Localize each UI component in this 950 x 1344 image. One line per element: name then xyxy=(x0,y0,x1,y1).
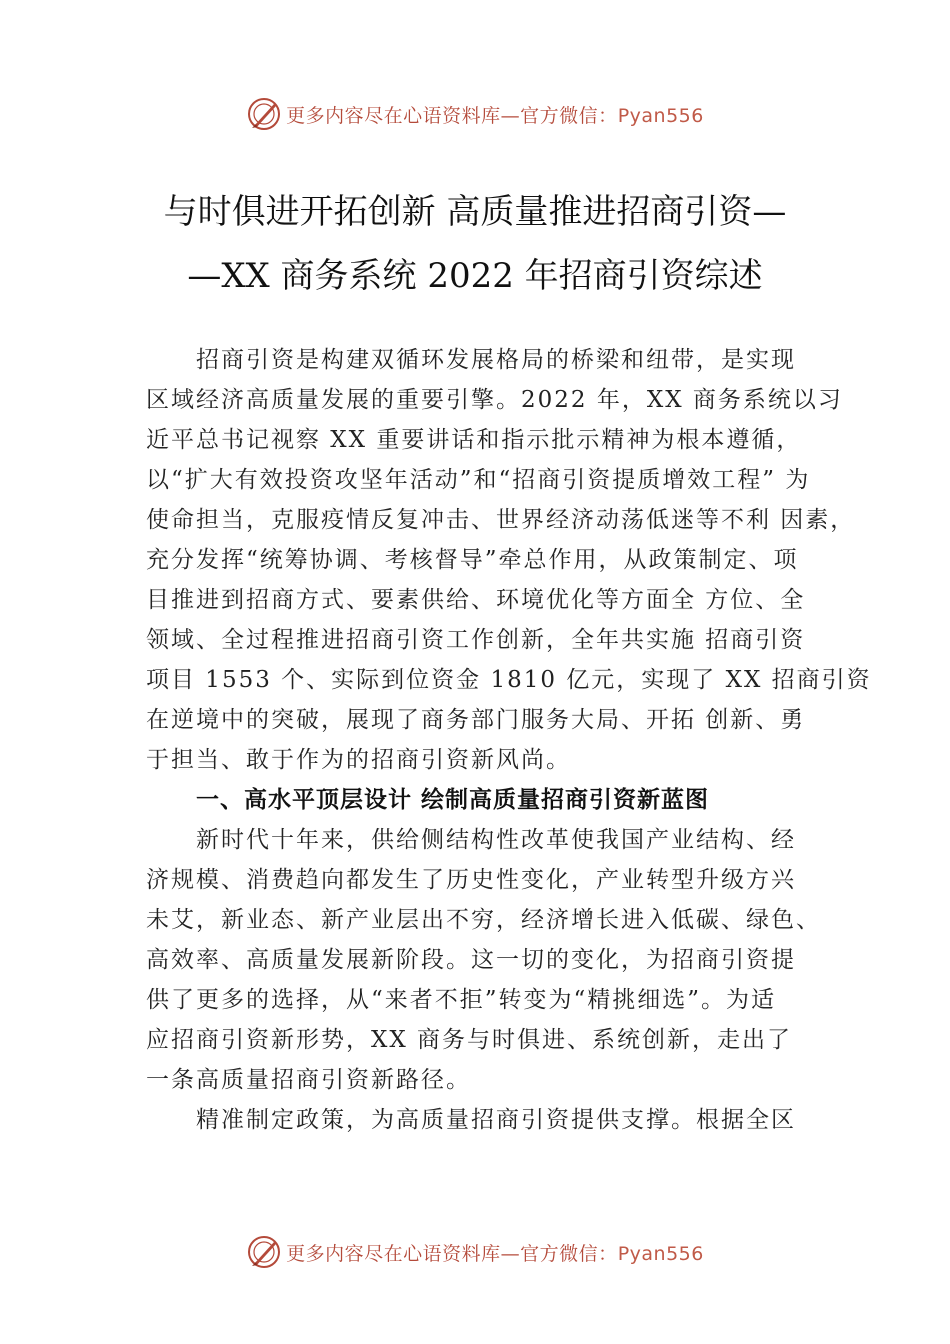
paragraph-line: 招商引资是构建双循环发展格局的桥梁和纽带，是实现 xyxy=(196,347,796,373)
watermark-text xyxy=(286,1239,704,1266)
paragraph-line: 充分发挥“统筹协调、考核督导”牵总作用，从政策制定、项 xyxy=(146,547,799,573)
paragraph-line: 领域、全过程推进招商引资工作创新，全年共实施 招商引资 xyxy=(146,627,806,653)
paragraph-line: 目推进到招商方式、要素供给、环境优化等方面全 方位、全 xyxy=(146,587,806,613)
watermark-wechat-label: 官方微信： xyxy=(520,1242,618,1265)
paragraph-line: 以“扩大有效投资攻坚年活动”和“招商引资提质增效工程” 为 xyxy=(146,467,811,493)
watermark-site: 更多内容尽在心语资料库 xyxy=(286,1242,501,1265)
paragraph-line: 济规模、消费趋向都发生了历史性变化，产业转型升级方兴 xyxy=(146,867,796,893)
paragraph-line: 项目 1553 个、实际到位资金 1810 亿元，实现了 XX 招商引资 xyxy=(146,667,872,693)
watermark-separator: — xyxy=(500,1242,521,1265)
paragraph-line: 应招商引资新形势，XX 商务与时俱进、系统创新，走出了 xyxy=(146,1027,793,1053)
watermark-text xyxy=(286,101,704,128)
watermark-site: 更多内容尽在心语资料库 xyxy=(286,104,501,127)
pen-logo-icon xyxy=(246,96,282,132)
paragraph-line: 高效率、高质量发展新阶段。这一切的变化，为招商引资提 xyxy=(146,947,796,973)
paragraph-line: 新时代十年来，供给侧结构性改革使我国产业结构、经 xyxy=(196,827,796,853)
document-title xyxy=(0,180,950,308)
watermark-separator: — xyxy=(500,104,521,127)
watermark-banner-top xyxy=(0,94,950,134)
paragraph-line: 未艾，新业态、新产业层出不穷，经济增长进入低碳、绿色、 xyxy=(146,907,821,933)
section-heading: 一、高水平顶层设计 绘制高质量招商引资新蓝图 xyxy=(196,787,710,813)
paragraph-line: 区域经济高质量发展的重要引擎。2022 年，XX 商务系统以习 xyxy=(146,387,843,413)
paragraph-line: 使命担当，克服疫情反复冲击、世界经济动荡低迷等不利 因素， xyxy=(146,507,856,533)
title-line-2: —XX 商务系统 2022 年招商引资综述 xyxy=(187,256,763,296)
paragraph-line: 精准制定政策，为高质量招商引资提供支撑。根据全区 xyxy=(196,1107,796,1133)
pen-logo-icon xyxy=(246,1234,282,1270)
watermark-banner-bottom xyxy=(0,1232,950,1272)
watermark-wechat-id: Pyan556 xyxy=(617,1242,704,1265)
paragraph-line: 在逆境中的突破，展现了商务部门服务大局、开拓 创新、勇 xyxy=(146,707,806,733)
watermark-wechat-label: 官方微信： xyxy=(520,104,618,127)
title-line-1: 与时俱进开拓创新 高质量推进招商引资— xyxy=(163,192,787,232)
paragraph-line: 于担当、敢于作为的招商引资新风尚。 xyxy=(146,747,571,773)
paragraph-line: 一条高质量招商引资新路径。 xyxy=(146,1067,471,1093)
document-body xyxy=(146,340,872,1140)
paragraph-line: 近平总书记视察 XX 重要讲话和指示批示精神为根本遵循， xyxy=(146,427,802,453)
watermark-wechat-id: Pyan556 xyxy=(617,104,704,127)
paragraph-line: 供了更多的选择，从“来者不拒”转变为“精挑细选”。为适 xyxy=(146,987,777,1013)
